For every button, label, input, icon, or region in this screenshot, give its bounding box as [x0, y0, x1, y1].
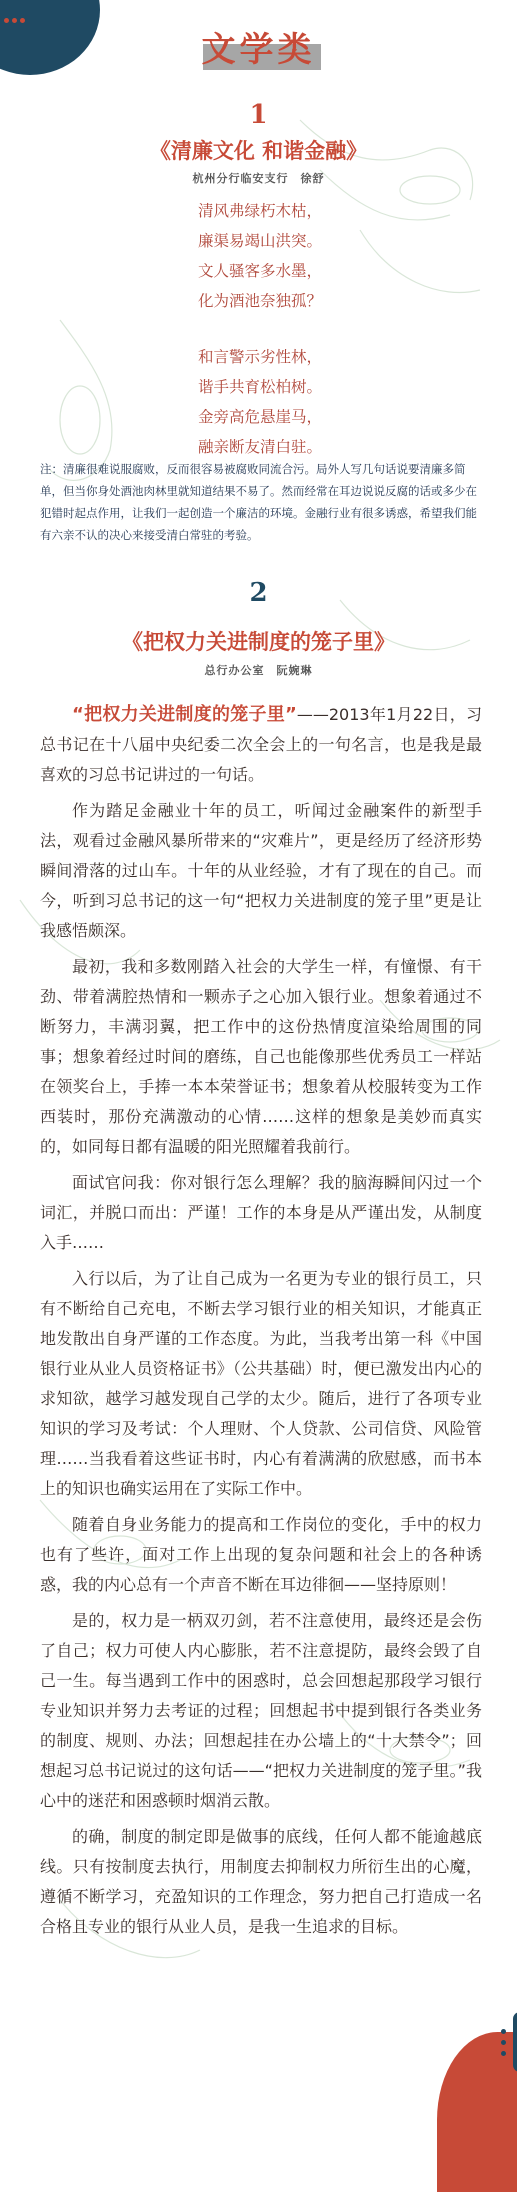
lead-text: ——2013年1月22日，习总书记在十八届中央纪委二次全会上的一句名言，也是我是最喜欢的习总书记讲过的一句话。	[40, 705, 482, 784]
section-title: 文学类	[201, 30, 316, 70]
article1-note: 注：清廉很难说服腐败，反而很容易被腐败同流合污。局外人写几句话说要清廉多简单，但当你身处酒池肉林里就知道结果不易了。然而经常在耳边说说反腐的话或多少在犯错时起点作用，让我们一起创造一个廉洁的环境。金融行业有很多诱惑，希望我们能有六亲不认的决心来接受清白常驻的考验。	[40, 462, 477, 542]
article2-paragraph: 作为踏足金融业十年的员工，听闻过金融案件的新型手法，观看过金融风暴所带来的“灾难片”，更是经历了经济形势瞬间滑落的过山车。十年的从业经验，才有了现在的自己。而今，听到习总书记的这一句“把权力关进制度的笼子里”更是让我感悟颇深。	[40, 801, 482, 940]
poem-line: 和言警示劣性林，	[198, 348, 323, 366]
article2-paragraph: 最初，我和多数刚踏入社会的大学生一样，有憧憬、有干劲、带着满腔热情和一颗赤子之心加入银行业。想象着通过不断努力，丰满羽翼，把工作中的这份热情度渲染给周围的同事；想象着经过时间的磨练，自己也能像那些优秀员工一样站在领奖台上，手捧一本本荣誉证书；想象着从校服转变为工作西装时，那份充满激动的心情……这样的想象是美妙而真实的，如同每日都有温暖的阳光照耀着我前行。	[40, 957, 482, 1156]
corner-accent-bottom-right	[513, 2012, 517, 2072]
article2-byline: 总行办公室 阮婉琳	[204, 664, 313, 677]
article2-number: 2	[249, 578, 268, 608]
poem-line: 融亲断友清白驻。	[198, 438, 323, 456]
article2-paragraph: 随着自身业务能力的提高和工作岗位的变化，手中的权力也有了些许，面对工作上出现的复杂问题和社会上的各种诱惑，我的内心总有一个声音不断在耳边徘徊——坚持原则！	[40, 1515, 482, 1594]
article1-title: 《清廉文化 和谐金融》	[149, 138, 368, 163]
article2-paragraph: 是的，权力是一柄双刃剑，若不注意使用，最终还是会伤了自己；权力可使人内心膨胀，若不注意提防，最终会毁了自己一生。每当遇到工作中的困惑时，总会回想起那段学习银行专业知识并努力去考证的过程；回想起书中提到银行各类业务的制度、规则、办法；回想起挂在办公墙上的“十大禁令”；回想起习总书记说过的这句话——“把权力关进制度的笼子里。”我心中的迷茫和困惑顿时烟消云散。	[40, 1611, 482, 1810]
poem-line: 谐手共育松柏树。	[198, 378, 323, 396]
article2-paragraph: 入行以后，为了让自己成为一名更为专业的银行员工，只有不断给自己充电，不断去学习银行业的相关知识，才能真正地发散出自身严谨的工作态度。为此，当我考出第一科《中国银行业从业人员资格证书》（公共基础）时，便已激发出内心的求知欲，越学习越发现自己学的太少。随后，进行了各项专业知识的学习及考试：个人理财、个人贷款、公司信贷、风险管理……当我看着这些证书时，内心有着满满的欣慰感，而书本上的知识也确实运用在了实际工作中。	[40, 1269, 482, 1498]
corner-dots-bottom-right	[501, 2029, 509, 2062]
article1-number: 1	[249, 100, 268, 130]
article2-lead-paragraph	[40, 700, 482, 790]
article2-paragraph: 的确，制度的制定即是做事的底线，任何人都不能逾越底线。只有按制度去执行，用制度去抑制权力所衍生出的心魔，遵循不断学习，充盈知识的工作理念，努力把自己打造成一名合格且专业的银行从业人员，是我一生追求的目标。	[40, 1827, 482, 1936]
lead-quote: “把权力关进制度的笼子里”	[72, 704, 297, 725]
poem-line: 廉渠易竭山洪突。	[198, 232, 323, 250]
poem-line: 金旁高危悬崖马，	[198, 408, 323, 426]
article1-stanza-2	[198, 342, 398, 462]
article1-stanza-1	[198, 196, 398, 316]
poem-line: 化为酒池奈独孤？	[198, 292, 323, 310]
article2-title: 《把权力关进制度的笼子里》	[122, 629, 395, 654]
corner-dots-top-left	[4, 8, 30, 20]
article1-byline: 杭州分行临安支行 徐舒	[192, 172, 325, 185]
article2-paragraph: 面试官问我：你对银行怎么理解？我的脑海瞬间闪过一个词汇，并脱口而出：严谨！工作的本身是从严谨出发，从制度入手……	[40, 1173, 482, 1252]
poem-line: 文人骚客多水墨，	[198, 262, 323, 280]
poem-line: 清风弗绿朽木枯，	[198, 202, 323, 220]
article2-body	[40, 700, 482, 1948]
